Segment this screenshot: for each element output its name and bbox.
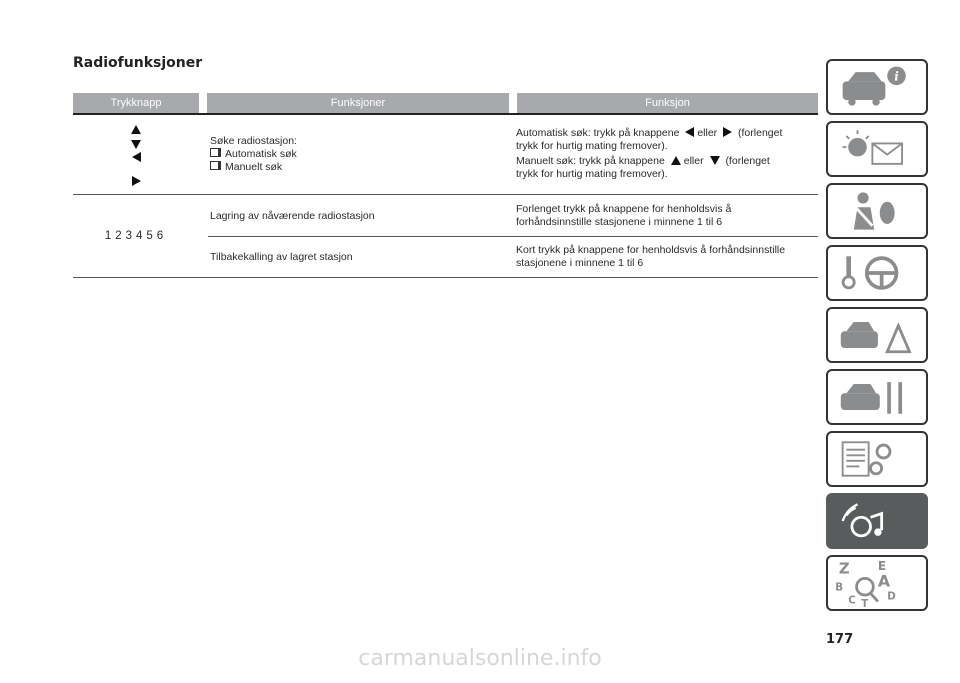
- text: forhåndsinnstille stasjonene i minnene 1 til 6: [516, 216, 723, 228]
- function-title: Søke radiostasjon:: [210, 135, 297, 147]
- text: Forlenget trykk på knappene for henholdsvis å: [516, 203, 732, 215]
- tab-multimedia[interactable]: [826, 493, 928, 549]
- arrow-left-icon: [685, 127, 694, 137]
- page-title: Radiofunksjoner: [73, 55, 203, 71]
- watermark: carmanualsonline.info: [358, 646, 602, 671]
- text: Automatisk søk: trykk på knappene: [516, 127, 680, 139]
- tab-car-info[interactable]: [826, 59, 928, 115]
- svg-text:i: i: [894, 69, 899, 84]
- arrow-right-icon: [132, 176, 141, 186]
- bullet-icon: [210, 161, 221, 170]
- car-info-icon: [828, 61, 926, 113]
- search-buttons-cell: [73, 125, 199, 186]
- warning-lights-message-icon: [828, 123, 926, 175]
- bullet-icon: [210, 148, 221, 157]
- arrow-down-icon: [710, 156, 720, 165]
- key-steering-wheel-icon: [828, 247, 926, 299]
- search-function-cell: [210, 135, 505, 174]
- manual-search-line-2: trykk for hurtig mating fremover).: [516, 168, 668, 180]
- svg-text:E: E: [877, 559, 887, 573]
- header-function: Funksjon: [517, 93, 818, 113]
- svg-text:C: C: [848, 595, 856, 607]
- text: Kort trykk på knappene for henholdsvis å forhåndsinnstille: [516, 244, 786, 256]
- radio-functions-table: [73, 93, 818, 278]
- text: eller: [697, 127, 718, 139]
- page-number: 177: [826, 632, 854, 647]
- tab-starting-driving[interactable]: [826, 245, 928, 301]
- arrow-up-icon: [671, 156, 681, 165]
- recall-station-function: Tilbakekalling av lagret stasjon: [210, 251, 353, 263]
- header-functions: Funksjoner: [207, 93, 509, 113]
- arrow-up-icon: [131, 125, 141, 134]
- sub-row-divider: [208, 236, 818, 237]
- svg-text:D: D: [887, 591, 896, 603]
- svg-text:A: A: [877, 571, 891, 591]
- text: (forlenget: [725, 155, 770, 167]
- table-header: [73, 93, 818, 113]
- item-label: Automatisk søk: [225, 148, 297, 160]
- technical-data-gear-icon: [828, 433, 926, 485]
- tab-index[interactable]: [826, 555, 928, 611]
- tab-emergency[interactable]: [826, 307, 928, 363]
- auto-search-line-2: trykk for hurtig mating fremover).: [516, 140, 668, 152]
- item-label: Manuelt søk: [225, 161, 283, 173]
- seatbelt-airbag-icon: [828, 185, 926, 237]
- recall-station-description: [516, 244, 821, 270]
- svg-text:Z: Z: [838, 559, 850, 578]
- multimedia-music-icon: [828, 495, 926, 547]
- tab-maintenance[interactable]: [826, 369, 928, 425]
- list-item: [210, 148, 505, 161]
- store-station-description: [516, 203, 821, 229]
- arrow-right-icon: [723, 127, 732, 137]
- store-station-function: Lagring av nåværende radiostasjon: [210, 210, 375, 222]
- text: eller: [683, 155, 704, 167]
- svg-text:T: T: [861, 599, 869, 609]
- svg-text:B: B: [835, 582, 843, 594]
- preset-buttons: 123456: [104, 230, 168, 242]
- text: Manuelt søk: trykk på knappene: [516, 155, 665, 167]
- arrow-down-icon: [131, 140, 141, 149]
- arrow-left-icon: [132, 152, 141, 162]
- car-maintenance-tools-icon: [828, 371, 926, 423]
- list-item: [210, 161, 505, 174]
- table-row: [73, 115, 818, 195]
- table-row: [73, 195, 818, 278]
- search-description-cell: [516, 127, 821, 181]
- text: (forlenget: [738, 127, 783, 139]
- auto-search-line: [516, 127, 821, 140]
- manual-search-line: [516, 155, 821, 168]
- header-button: Trykknapp: [73, 93, 199, 113]
- tab-technical-data[interactable]: [826, 431, 928, 487]
- breakdown-warning-triangle-icon: [828, 309, 926, 361]
- alphabetical-index-search-icon: [828, 557, 926, 609]
- tab-warning-lights[interactable]: [826, 121, 928, 177]
- text: stasjonene i minnene 1 til 6: [516, 257, 644, 269]
- tab-safety[interactable]: [826, 183, 928, 239]
